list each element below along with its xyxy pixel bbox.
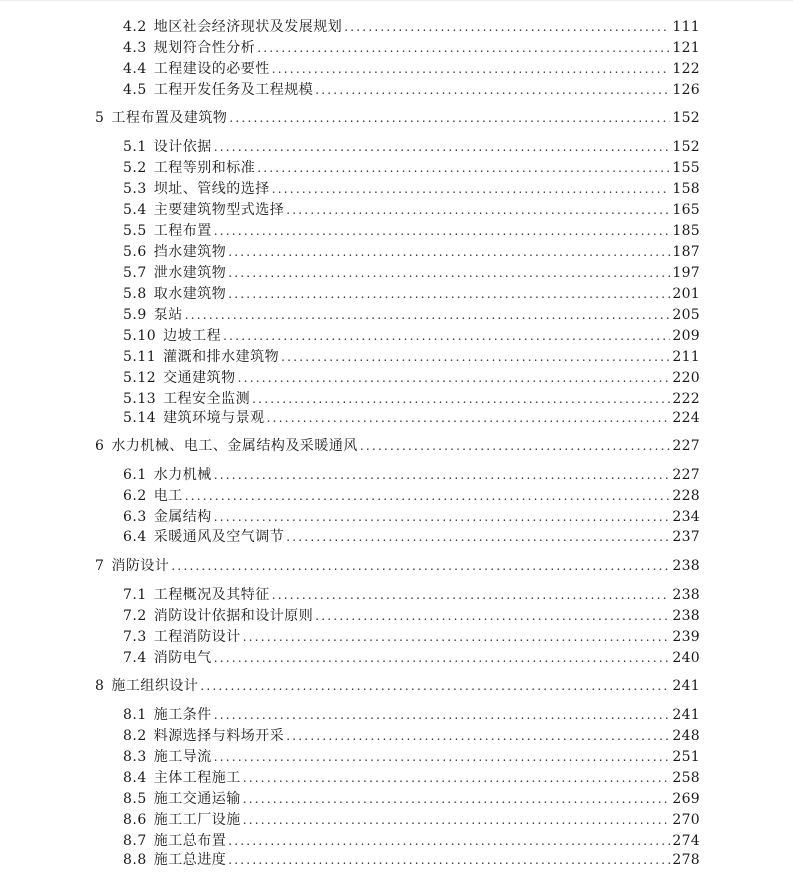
toc-dot-leader: [214, 137, 671, 157]
toc-entry-number: 7.3: [123, 629, 147, 645]
toc-entry-number: 8.6: [123, 812, 147, 828]
toc-entry-page: 238: [672, 608, 700, 624]
toc-entry-page: 165: [672, 202, 700, 218]
toc-chapter-entry[interactable]: [95, 556, 700, 576]
toc-dot-leader: [214, 747, 671, 767]
toc-chapter-title: 施工组织设计: [111, 678, 199, 694]
toc-entry-page: 228: [672, 488, 700, 504]
toc-dot-leader: [228, 831, 670, 851]
toc-dot-leader: [228, 242, 670, 262]
toc-entry-page: 237: [672, 529, 700, 545]
toc-dot-leader: [286, 726, 670, 746]
toc-entry-title: 建筑环境与景观: [163, 410, 265, 426]
toc-entry-number: 5.2: [123, 160, 147, 176]
toc-dot-leader: [272, 179, 671, 199]
toc-entry-number: 5.10: [123, 328, 157, 344]
toc-entry-number: 6.2: [123, 488, 147, 504]
toc-entry[interactable]: [123, 789, 700, 809]
toc-entry-page: 238: [672, 587, 700, 603]
toc-entry-page: 224: [672, 410, 700, 426]
toc-entry[interactable]: [123, 486, 700, 506]
toc-entry-title: 工程开发任务及工程规模: [153, 82, 314, 98]
toc-dot-leader: [272, 585, 671, 605]
toc-entry-page: 258: [672, 770, 700, 786]
toc-entry[interactable]: [123, 648, 700, 668]
toc-entry[interactable]: [123, 585, 700, 605]
toc-entry[interactable]: [123, 347, 700, 367]
toc-entry-title: 交通建筑物: [163, 370, 236, 386]
toc-chapter-number: 8: [95, 678, 105, 694]
toc-entry-title: 工程概况及其特征: [153, 587, 270, 603]
toc-entry[interactable]: [123, 305, 700, 325]
page-top-edge: [0, 0, 793, 1]
toc-entry-number: 5.3: [123, 181, 147, 197]
toc-entry-title: 边坡工程: [163, 328, 222, 344]
toc-entry-page: 270: [672, 812, 700, 828]
toc-entry[interactable]: [123, 726, 700, 746]
toc-entry[interactable]: [123, 465, 700, 485]
toc-entry-number: 8.2: [123, 728, 147, 744]
toc-dot-leader: [252, 389, 670, 409]
toc-dot-leader: [281, 347, 670, 367]
toc-entry-number: 6.4: [123, 529, 147, 545]
toc-entry-title: 工程布置: [153, 223, 212, 239]
toc-entry-number: 8.8: [123, 852, 147, 868]
toc-entry-page: 211: [672, 349, 700, 365]
toc-entry-page: 269: [672, 791, 700, 807]
toc-dot-leader: [238, 368, 671, 388]
toc-entry-page: 201: [672, 286, 700, 302]
toc-entry-page: 187: [672, 244, 700, 260]
toc-dot-leader: [214, 465, 671, 485]
toc-entry-title: 地区社会经济现状及发展规划: [153, 19, 343, 35]
toc-dot-leader: [214, 705, 671, 725]
toc-entry-title: 电工: [153, 488, 183, 504]
toc-dot-leader: [228, 263, 670, 283]
toc-entry-title: 泵站: [153, 307, 183, 323]
toc-entry-page: 185: [672, 223, 700, 239]
toc-dot-leader: [228, 284, 670, 304]
toc-dot-leader: [185, 486, 671, 506]
toc-entry[interactable]: [123, 705, 700, 725]
toc-entry-page: 158: [672, 181, 700, 197]
toc-chapter-entry[interactable]: [95, 108, 700, 128]
toc-dot-leader: [223, 326, 670, 346]
toc-entry-number: 5.7: [123, 265, 147, 281]
toc-chapter-entry[interactable]: [95, 436, 700, 456]
toc-entry-page: 121: [672, 40, 700, 56]
toc-entry-title: 消防电气: [153, 650, 212, 666]
toc-chapter-page: 241: [672, 678, 700, 694]
toc-entry[interactable]: [123, 606, 700, 626]
toc-dot-leader: [315, 606, 670, 626]
toc-entry[interactable]: [123, 747, 700, 767]
toc-entry-page: 227: [672, 467, 700, 483]
toc-entry[interactable]: [123, 507, 700, 527]
toc-entry-title: 工程建设的必要性: [153, 61, 270, 77]
toc-entry-title: 水力机械: [153, 467, 212, 483]
toc-entry[interactable]: [123, 850, 700, 870]
toc-entry[interactable]: [123, 80, 700, 100]
toc-dot-leader: [214, 648, 671, 668]
toc-entry-title: 主要建筑物型式选择: [153, 202, 285, 218]
toc-entry-number: 8.1: [123, 707, 147, 723]
toc-chapter-number: 7: [95, 558, 105, 574]
toc-entry-title: 施工导流: [153, 749, 212, 765]
toc-dot-leader: [243, 627, 671, 647]
toc-entry-number: 8.5: [123, 791, 147, 807]
toc-entry-page: 248: [672, 728, 700, 744]
toc-entry-title: 施工工厂设施: [153, 812, 241, 828]
toc-entry-title: 规划符合性分析: [153, 40, 256, 56]
toc-entry-number: 5.5: [123, 223, 147, 239]
toc-entry[interactable]: [123, 137, 700, 157]
toc-dot-leader: [243, 768, 671, 788]
toc-entry-number: 6.3: [123, 509, 147, 525]
toc-entry[interactable]: [123, 284, 700, 304]
toc-dot-leader: [229, 108, 670, 128]
toc-entry-page: 274: [672, 833, 700, 849]
toc-entry-number: 5.4: [123, 202, 147, 218]
toc-entry[interactable]: [123, 527, 700, 547]
toc-entry-title: 挡水建筑物: [153, 244, 227, 260]
toc-entry-page: 111: [672, 19, 700, 35]
toc-entry-page: 251: [672, 749, 700, 765]
toc-chapter-entry[interactable]: [95, 676, 700, 696]
toc-dot-leader: [257, 158, 670, 178]
toc-entry[interactable]: [123, 627, 700, 647]
toc-entry-title: 工程等别和标准: [153, 160, 256, 176]
toc-dot-leader: [272, 59, 671, 79]
toc-entry-page: 197: [672, 265, 700, 281]
toc-dot-leader: [360, 436, 670, 456]
toc-dot-leader: [344, 17, 670, 37]
toc-entry-page: 152: [672, 139, 700, 155]
toc-entry-title: 施工条件: [153, 707, 212, 723]
toc-entry-number: 5.8: [123, 286, 147, 302]
toc-chapter-title: 工程布置及建筑物: [111, 110, 228, 126]
toc-entry-page: 222: [672, 391, 700, 407]
toc-entry[interactable]: [123, 179, 700, 199]
toc-entry-number: 4.5: [123, 82, 147, 98]
toc-entry-title: 施工总布置: [153, 833, 227, 849]
toc-entry-title: 金属结构: [153, 509, 212, 525]
toc-entry-page: 122: [672, 61, 700, 77]
toc-dot-leader: [267, 408, 671, 428]
toc-entry[interactable]: [123, 59, 700, 79]
toc-entry[interactable]: [123, 38, 700, 58]
toc-entry-number: 5.11: [123, 349, 157, 365]
toc-entry-page: 155: [672, 160, 700, 176]
toc-entry-title: 工程安全监测: [163, 391, 251, 407]
toc-entry-number: 7.4: [123, 650, 147, 666]
toc-entry[interactable]: [123, 17, 700, 37]
toc-entry-title: 取水建筑物: [153, 286, 227, 302]
toc-entry-number: 5.6: [123, 244, 147, 260]
toc-entry-number: 8.7: [123, 833, 147, 849]
toc-entry-number: 4.4: [123, 61, 147, 77]
toc-entry-number: 5.13: [123, 391, 157, 407]
toc-entry-page: 241: [672, 707, 700, 723]
toc-dot-leader: [243, 810, 671, 830]
toc-dot-leader: [185, 305, 671, 325]
toc-entry-title: 施工总进度: [153, 852, 227, 868]
toc-dot-leader: [228, 850, 670, 870]
toc-entry-page: 239: [672, 629, 700, 645]
toc-entry-number: 4.3: [123, 40, 147, 56]
toc-chapter-page: 238: [672, 558, 700, 574]
toc-entry-page: 240: [672, 650, 700, 666]
toc-entry-title: 工程消防设计: [153, 629, 241, 645]
toc-entry[interactable]: [123, 368, 700, 388]
toc-entry-number: 7.2: [123, 608, 147, 624]
toc-entry-page: 278: [672, 852, 700, 868]
toc-entry-number: 5.14: [123, 410, 157, 426]
toc-entry[interactable]: [123, 408, 700, 428]
toc-chapter-title: 水力机械、电工、金属结构及采暖通风: [111, 438, 358, 454]
toc-entry[interactable]: [123, 768, 700, 788]
toc-chapter-number: 6: [95, 438, 105, 454]
toc-entry-title: 料源选择与料场开采: [153, 728, 285, 744]
toc-entry-title: 灌溉和排水建筑物: [163, 349, 280, 365]
toc-entry-number: 8.4: [123, 770, 147, 786]
toc-entry-page: 220: [672, 370, 700, 386]
toc-dot-leader: [171, 556, 670, 576]
toc-chapter-title: 消防设计: [111, 558, 170, 574]
toc-dot-leader: [257, 38, 670, 58]
toc-entry[interactable]: [123, 242, 700, 262]
toc-chapter-page: 227: [672, 438, 700, 454]
toc-dot-leader: [243, 789, 671, 809]
toc-entry[interactable]: [123, 263, 700, 283]
toc-entry-number: 8.3: [123, 749, 147, 765]
toc-entry-page: 234: [672, 509, 700, 525]
toc-entry-number: 5.9: [123, 307, 147, 323]
toc-entry-title: 采暖通风及空气调节: [153, 529, 285, 545]
toc-entry[interactable]: [123, 389, 700, 409]
toc-entry-title: 泄水建筑物: [153, 265, 227, 281]
toc-dot-leader: [286, 200, 670, 220]
toc-entry[interactable]: [123, 831, 700, 851]
toc-chapter-number: 5: [95, 110, 105, 126]
toc-dot-leader: [315, 80, 670, 100]
toc-entry-number: 7.1: [123, 587, 147, 603]
toc-entry-number: 6.1: [123, 467, 147, 483]
toc-entry-number: 4.2: [123, 19, 147, 35]
toc-dot-leader: [200, 676, 670, 696]
toc-entry[interactable]: [123, 810, 700, 830]
toc-entry[interactable]: [123, 200, 700, 220]
toc-entry[interactable]: [123, 326, 700, 346]
toc-entry[interactable]: [123, 158, 700, 178]
toc-entry-title: 消防设计依据和设计原则: [153, 608, 314, 624]
toc-entry-number: 5.12: [123, 370, 157, 386]
toc-entry-page: 209: [672, 328, 700, 344]
toc-entry-title: 设计依据: [153, 139, 212, 155]
toc-chapter-page: 152: [672, 110, 700, 126]
toc-entry-title: 坝址、管线的选择: [153, 181, 270, 197]
toc-entry[interactable]: [123, 221, 700, 241]
toc-entry-page: 205: [672, 307, 700, 323]
toc-entry-title: 施工交通运输: [153, 791, 241, 807]
toc-dot-leader: [286, 527, 670, 547]
toc-entry-page: 126: [672, 82, 700, 98]
toc-dot-leader: [214, 221, 671, 241]
toc-entry-title: 主体工程施工: [153, 770, 241, 786]
toc-dot-leader: [214, 507, 671, 527]
toc-entry-number: 5.1: [123, 139, 147, 155]
